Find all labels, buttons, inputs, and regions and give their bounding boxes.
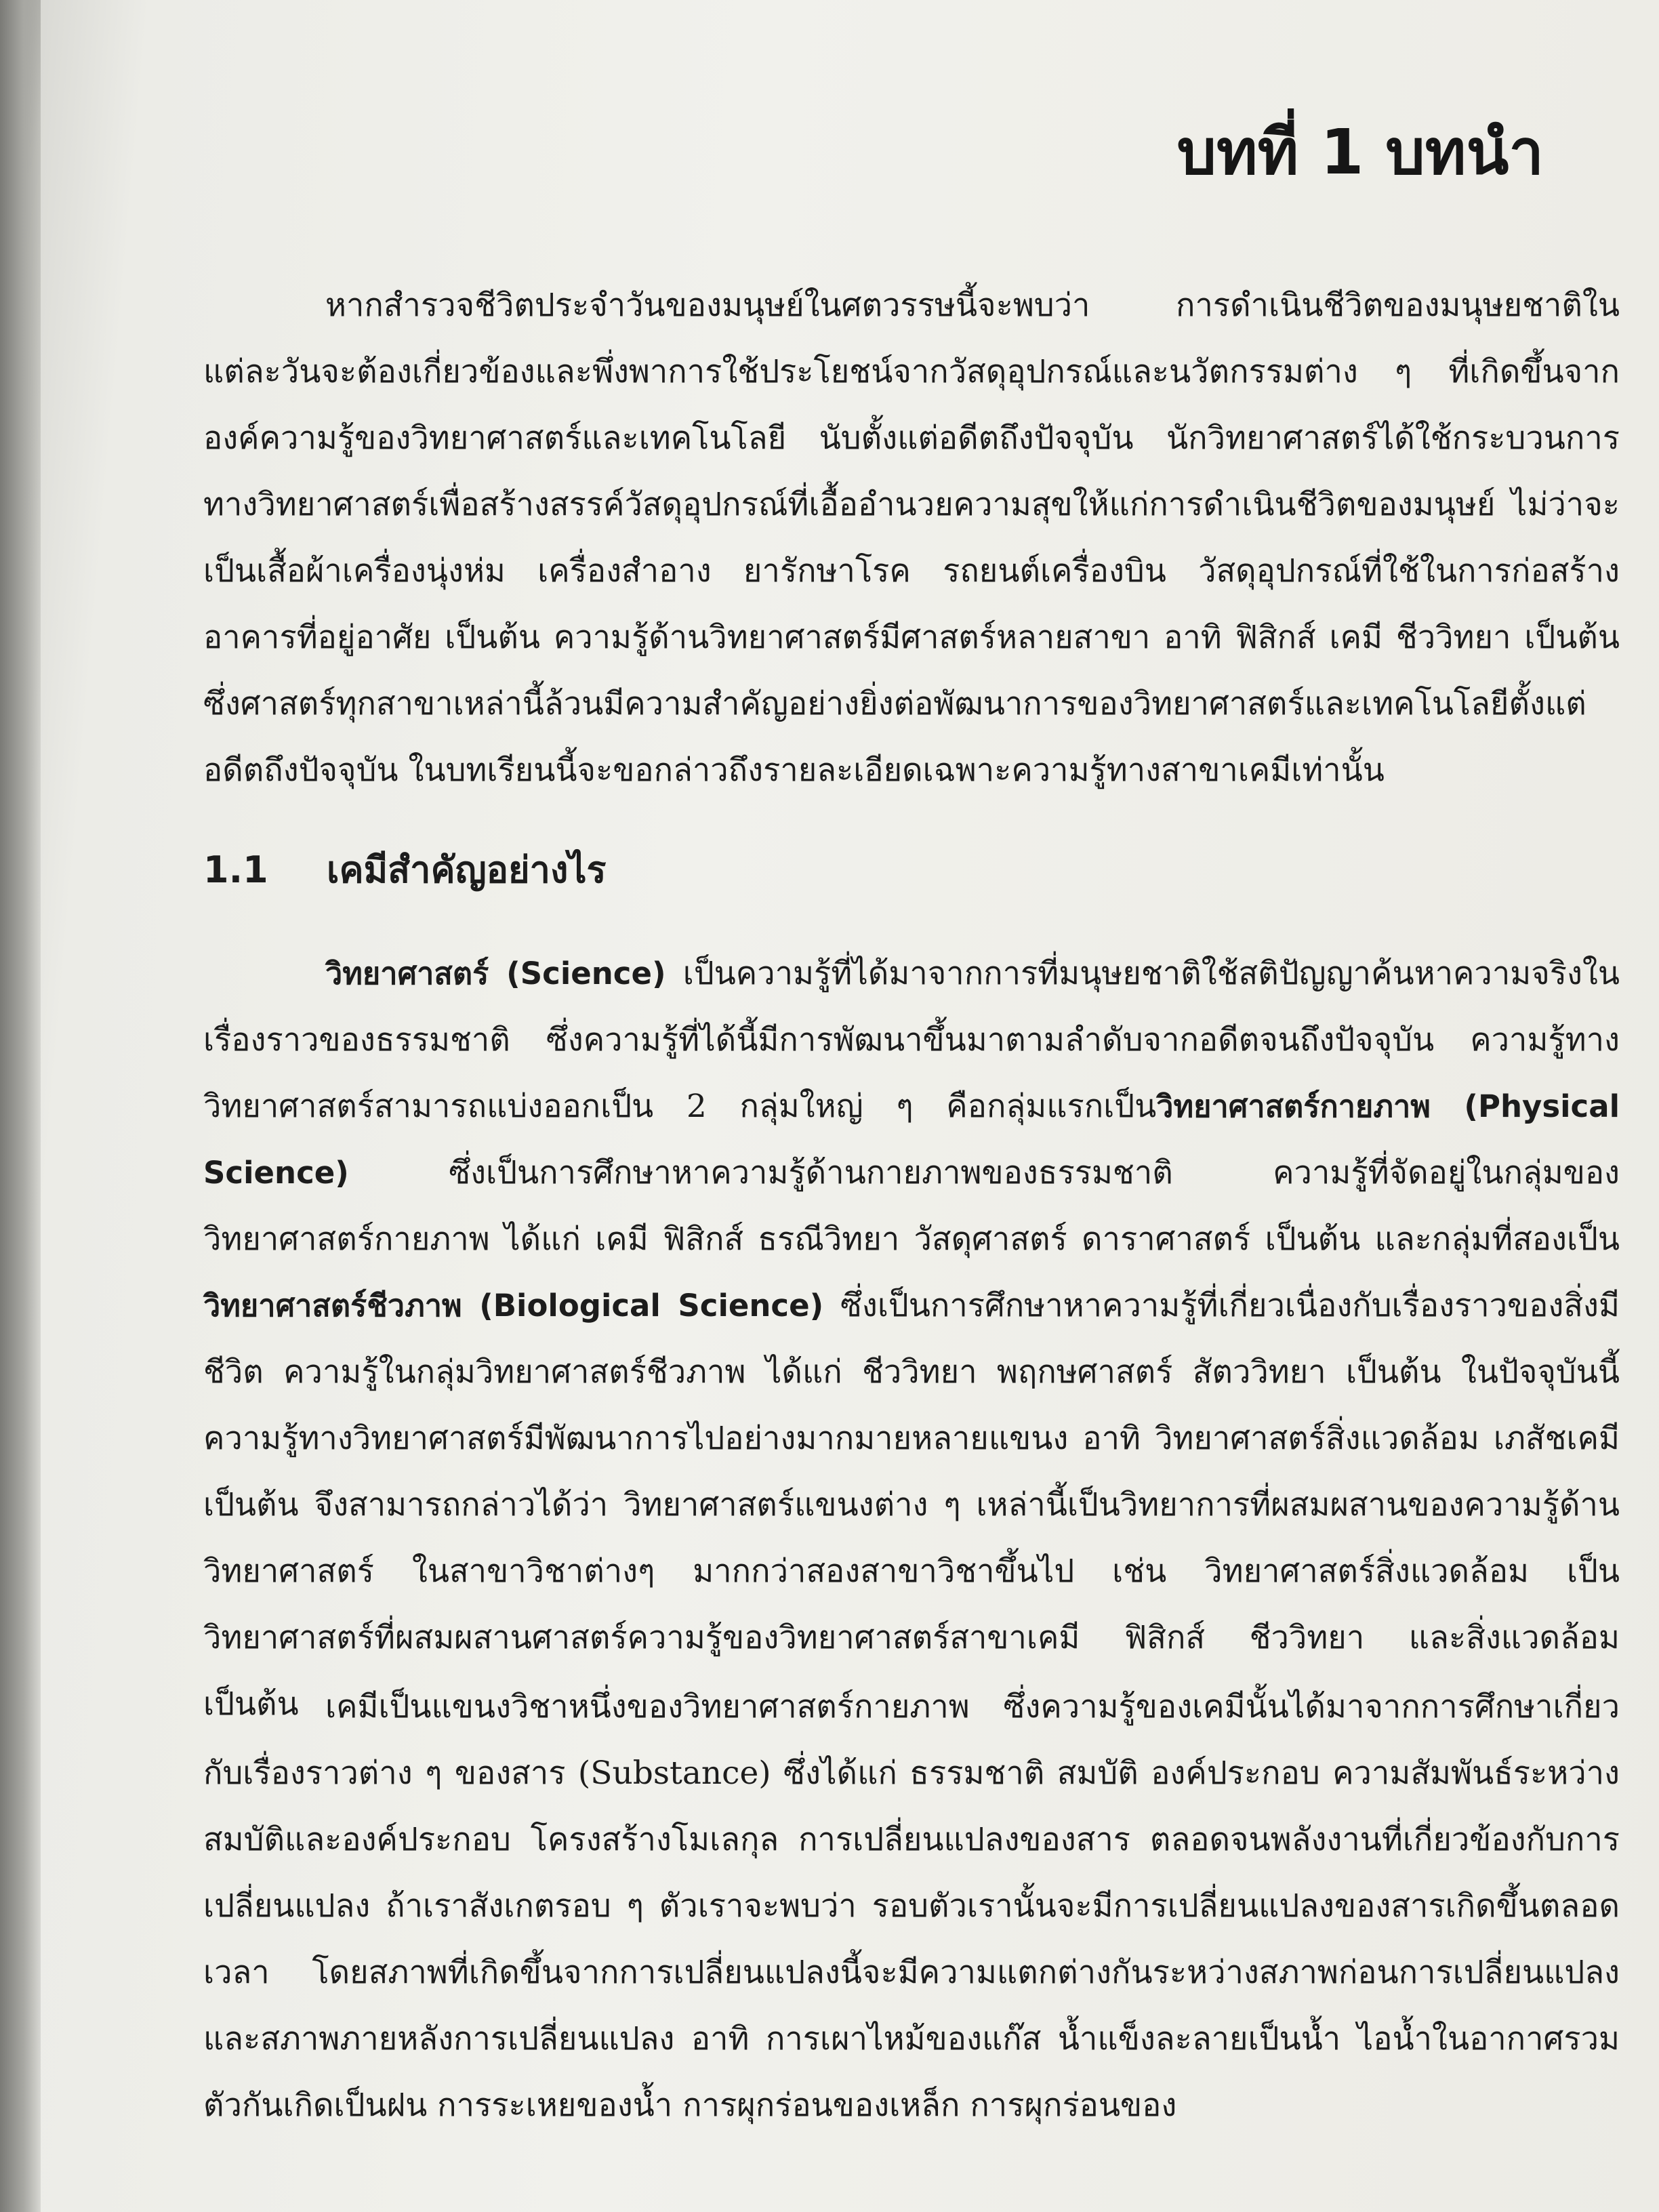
intro-paragraph: หากสำรวจชีวิตประจำวันของมนุษย์ในศตวรรษนี้จะพบว่า การดำเนินชีวิตของมนุษยชาติในแต่ละวันจะต้องเกี่ยวข้องและพึ่งพาการใช้ประโยชน์จากวัสดุอุปกรณ์และนวัตกรรมต่าง ๆ ที่เกิดขึ้นจากองค์ความรู้ของวิทยาศาสตร์และเทคโนโลยี นับตั้งแต่อดีตถึงปัจจุบัน นักวิทยาศาสตร์ได้ใช้กระบวนการทางวิทยาศาสตร์เพื่อสร้างสรรค์วัสดุอุปกรณ์ที่เอื้ออำนวยความสุขให้แก่การดำเนินชีวิตของมนุษย์ ไม่ว่าจะเป็นเสื้อผ้าเครื่องนุ่งห่ม เครื่องสำอาง ยารักษาโรค รถยนต์เครื่องบิน วัสดุอุปกรณ์ที่ใช้ในการก่อสร้างอาคารที่อยู่อาศัย เป็นต้น ความรู้ด้านวิทยาศาสตร์มีศาสตร์หลายสาขา อาทิ ฟิสิกส์ เคมี ชีววิทยา เป็นต้น ซึ่งศาสตร์ทุกสาขาเหล่านี้ล้วนมีความสำคัญอย่างยิ่งต่อพัฒนาการของวิทยาศาสตร์และเทคโนโลยีตั้งแต่อดีตถึงปัจจุบัน ในบทเรียนนี้จะขอกล่าวถึงรายละเอียดเฉพาะความรู้ทางสาขาเคมีเท่านั้น [203,287,1620,789]
term-physical-science-en: (Physical Science) [203,1088,1620,1191]
book-page [41,0,1659,2212]
section-number: 1.1 [203,848,268,891]
term-biological-science: วิทยาศาสตร์ชีวภาพ (Biological Science) [203,1288,824,1324]
section-heading [203,840,607,899]
chemistry-paragraph: เคมีเป็นแขนงวิชาหนึ่งของวิทยาศาสตร์กายภาพ ซึ่งความรู้ของเคมีนั้นได้มาจากการศึกษาเกี่ยวกับเรื่องราวต่าง ๆ ของสาร (Substance) ซึ่งได้แก่ ธรรมชาติ สมบัติ องค์ประกอบ ความสัมพันธ์ระหว่างสมบัติและองค์ประกอบ โครงสร้างโมเลกุล การเปลี่ยนแปลงของสาร ตลอดจนพลังงานที่เกี่ยวข้องกับการเปลี่ยนแปลง ถ้าเราสังเกตรอบ ๆ ตัวเราจะพบว่า รอบตัวเรานั้นจะมีการเปลี่ยนแปลงของสารเกิดขึ้นตลอดเวลา โดยสภาพที่เกิดขึ้นจากการเปลี่ยนแปลงนี้จะมีความแตกต่างกันระหว่างสภาพก่อนการเปลี่ยนแปลงและสภาพภายหลังการเปลี่ยนแปลง อาทิ การเผาไหม้ของแก๊ส น้ำแข็งละลายเป็นน้ำ ไอน้ำในอากาศรวมตัวกันเกิดเป็นฝน การระเหยของน้ำ การผุกร่อนของเหล็ก การผุกร่อนของ [203,1688,1620,2124]
term-physical-science-th: วิทยาศาสตร์กายภาพ [1156,1088,1431,1124]
science-text-b: ซึ่งเป็นการศึกษาหาความรู้ด้านกายภาพของธรรมชาติ ความรู้ที่จัดอยู่ในกลุ่มของวิทยาศาสตร์กายภาพ ได้แก่ เคมี ฟิสิกส์ ธรณีวิทยา วัสดุศาสตร์ ดาราศาสตร์ เป็นต้น และกลุ่มที่สองเป็น [203,1154,1620,1258]
science-paragraph [203,941,1620,1738]
term-science: วิทยาศาสตร์ (Science) [325,956,666,991]
science-text-c: ซึ่งเป็นการศึกษาหาความรู้ที่เกี่ยวเนื่องกับเรื่องราวของสิ่งมีชีวิต ความรู้ในกลุ่มวิทยาศาสตร์ชีวภาพ ได้แก่ ชีววิทยา พฤกษศาสตร์ สัตววิทยา เป็นต้น ในปัจจุบันนี้ ความรู้ทางวิทยาศาสตร์มีพัฒนาการไปอย่างมากมายหลายแขนง อาทิ วิทยาศาสตร์สิ่งแวดล้อม เภสัชเคมี เป็นต้น จึงสามารถกล่าวได้ว่า วิทยาศาสตร์แขนงต่าง ๆ เหล่านี้เป็นวิทยาการที่ผสมผสานของความรู้ด้านวิทยาศาสตร์ ในสาขาวิชาต่างๆ มากกว่าสองสาขาวิชาขึ้นไป เช่น วิทยาศาสตร์สิ่งแวดล้อม เป็นวิทยาศาสตร์ที่ผสมผสานศาสตร์ความรู้ของวิทยาศาสตร์สาขาเคมี ฟิสิกส์ ชีววิทยา และสิ่งแวดล้อม เป็นต้น [203,1287,1620,1723]
section-title: เคมีสำคัญอย่างไร [327,848,607,891]
science-text-a: เป็นความรู้ที่ได้มาจากการที่มนุษยชาติใช้สติปัญญาค้นหาความจริงในเรื่องราวของธรรมชาติ ซึ่งความรู้ที่ได้นี้มีการพัฒนาขึ้นมาตามลำดับจากอดีตจนถึงปัจจุบัน ความรู้ทางวิทยาศาสตร์สามารถแบ่งออกเป็น 2 กลุ่มใหญ่ ๆ คือกลุ่มแรกเป็น [203,955,1620,1125]
chapter-title: บทที่ 1 บทนำ [1176,116,1544,188]
